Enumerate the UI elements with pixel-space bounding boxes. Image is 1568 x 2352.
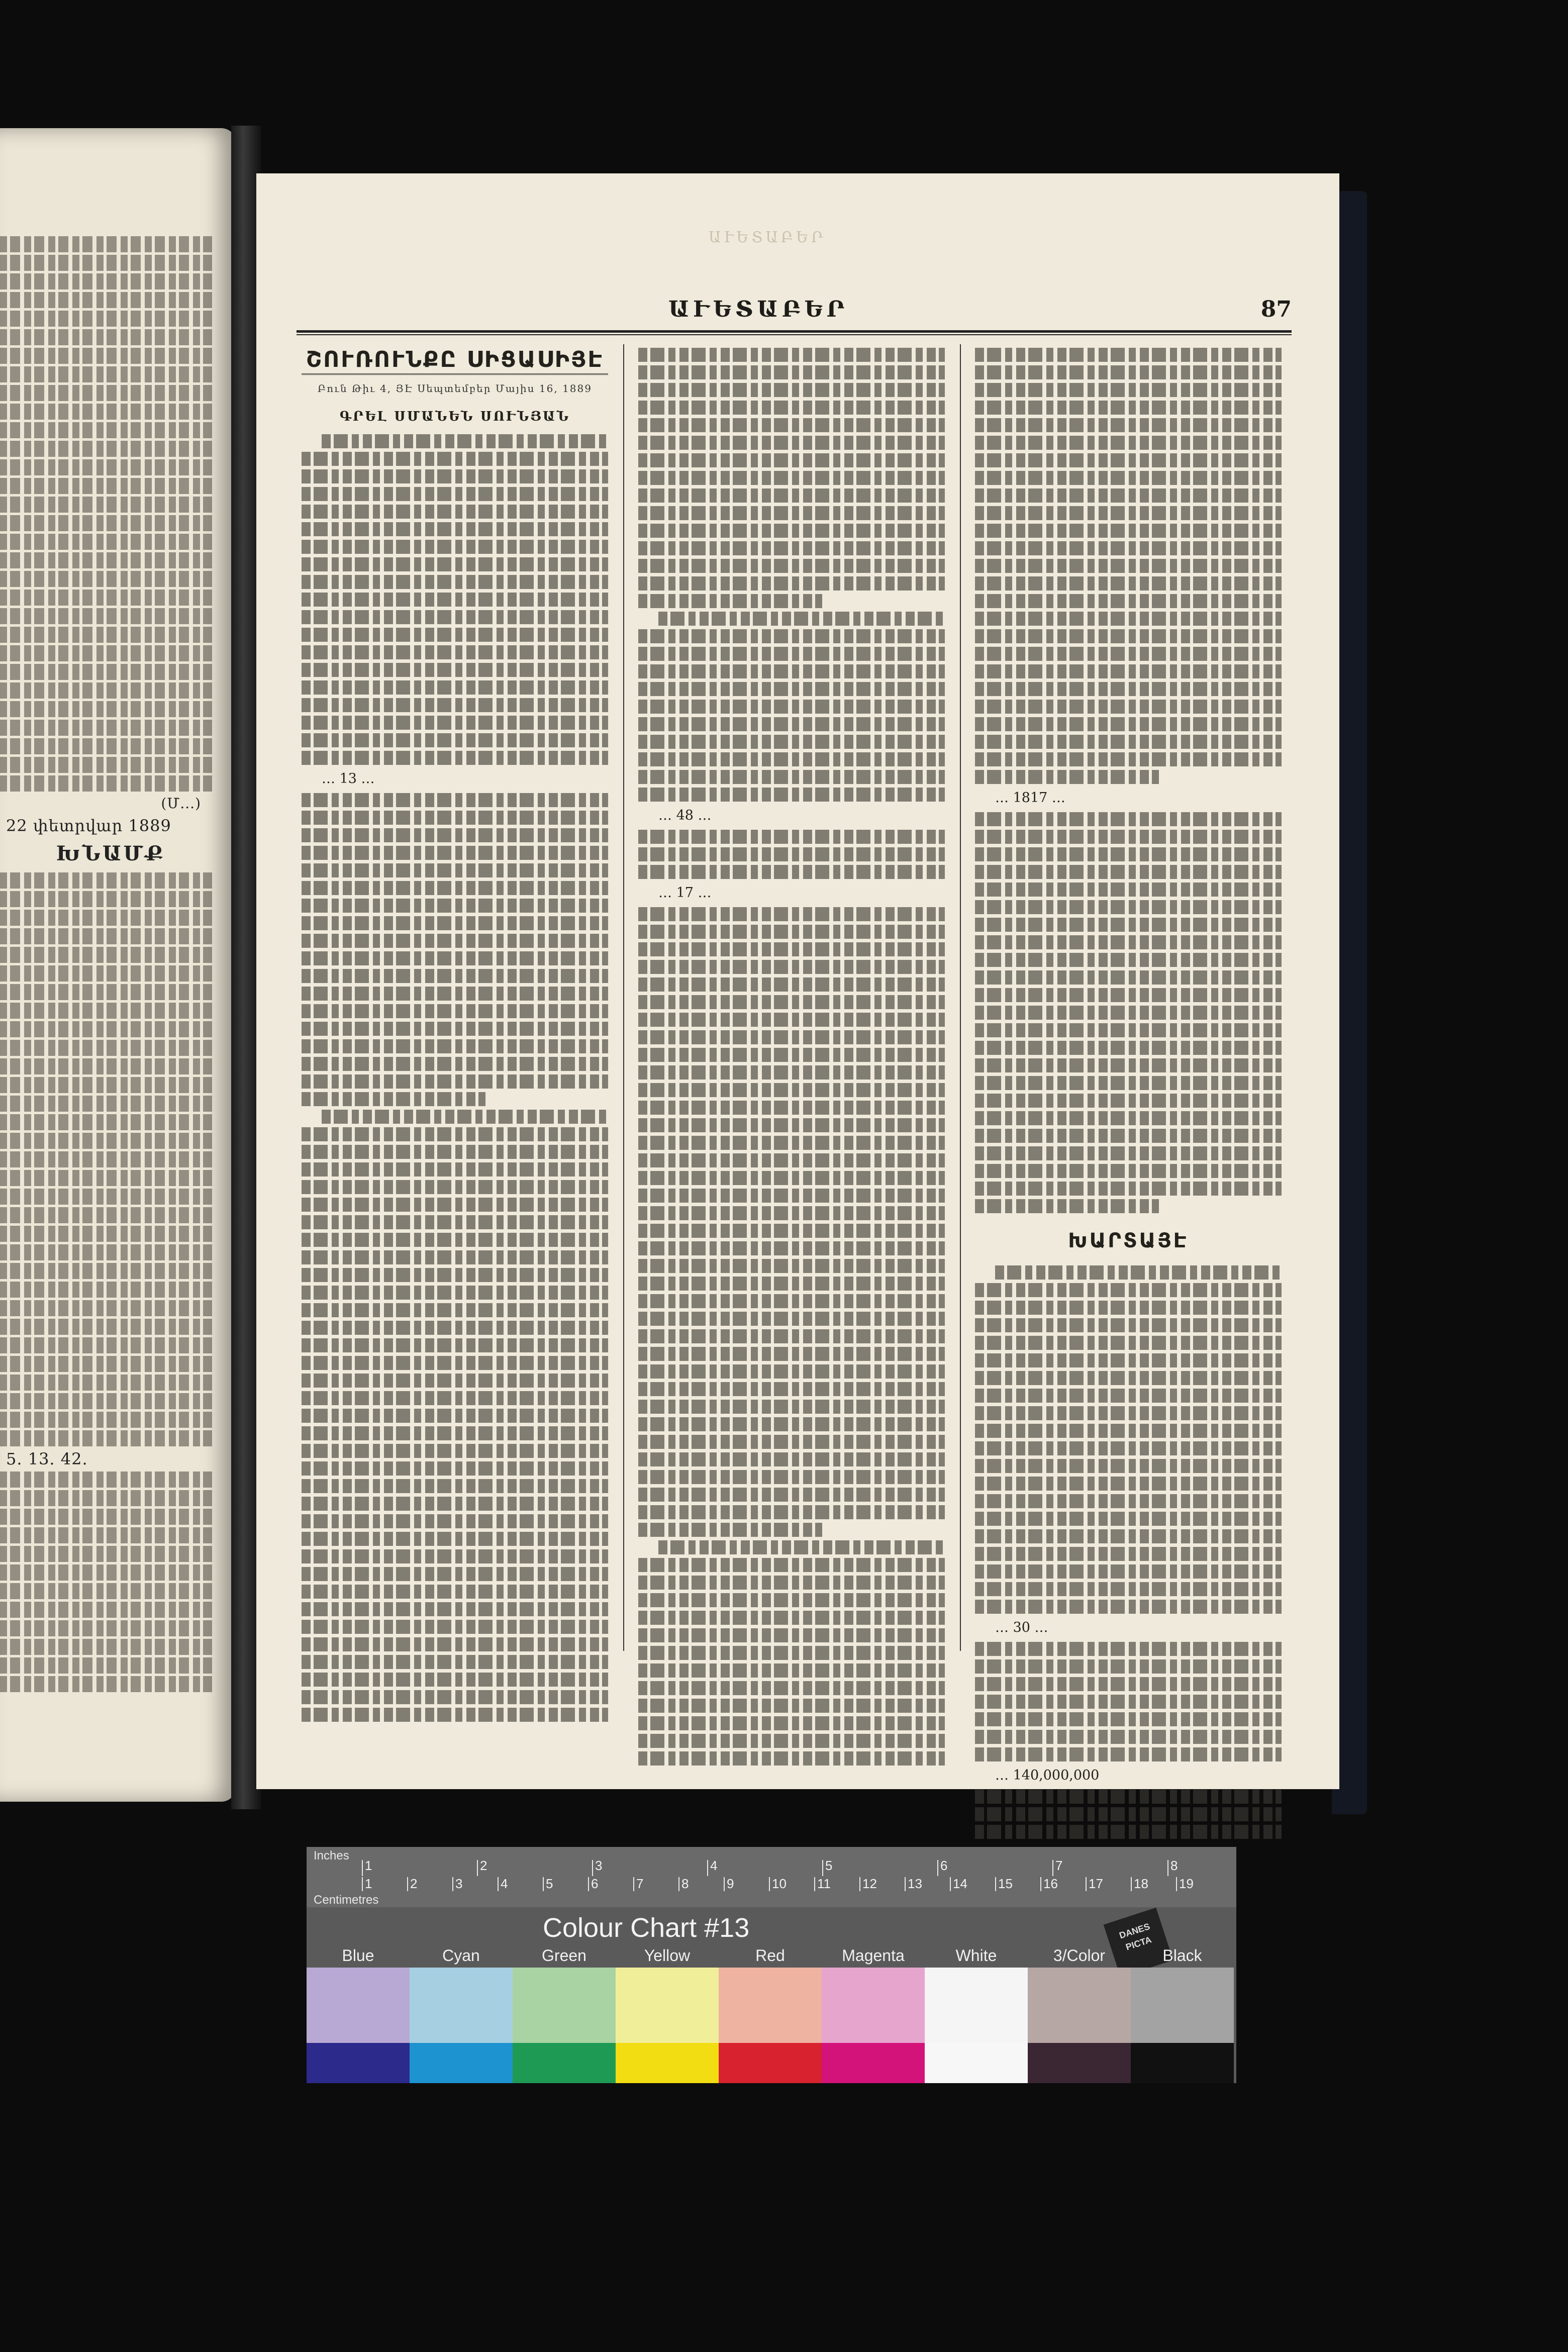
article-author: ԳՐԵԼ ՍՄԱՆԵՆ ՍՈՒՆՅԱՆ — [339, 409, 570, 424]
right-page — [256, 173, 1339, 1789]
cm-tick — [1040, 1877, 1041, 1891]
cm-tick — [769, 1877, 770, 1891]
swatch-bottom — [822, 2043, 925, 2083]
money-amount: … 140,000,000 — [995, 1768, 1100, 1783]
swatch-top — [1131, 1968, 1234, 2043]
inch-tick — [1052, 1860, 1053, 1876]
inch-tick — [1167, 1860, 1168, 1876]
cm-tick-label: 11 — [817, 1876, 831, 1891]
cm-tick-label: 7 — [636, 1876, 644, 1891]
figure-30: … 30 … — [995, 1620, 1048, 1635]
swatch-top — [1028, 1968, 1131, 2043]
cm-tick — [905, 1877, 906, 1891]
cm-tick — [588, 1877, 589, 1891]
swatch-label: Magenta — [842, 1946, 905, 1965]
figure-13: … 13 … — [322, 771, 375, 787]
swatch-label: White — [955, 1946, 997, 1965]
cm-tick-label: 10 — [772, 1876, 787, 1891]
show-through-header: ԱՒԵՏԱԲԵՐ — [709, 229, 826, 246]
cm-tick — [950, 1877, 951, 1891]
swatch-bottom — [307, 2043, 410, 2083]
swatch-bottom — [513, 2043, 616, 2083]
page-header — [297, 297, 1292, 332]
cm-tick-label: 13 — [908, 1876, 922, 1891]
inch-tick-label: 4 — [710, 1858, 718, 1873]
swatch-top — [307, 1968, 410, 2043]
inch-tick — [362, 1860, 363, 1876]
cm-tick — [543, 1877, 544, 1891]
cm-tick-label: 18 — [1134, 1876, 1148, 1891]
swatch-top — [925, 1968, 1028, 2043]
inch-tick-label: 5 — [825, 1858, 833, 1873]
inch-tick — [592, 1860, 593, 1876]
cm-tick — [452, 1877, 453, 1891]
cm-tick — [498, 1877, 499, 1891]
swatch-bottom — [719, 2043, 822, 2083]
swatch-label: 3/Color — [1053, 1946, 1106, 1965]
column-2 — [638, 344, 945, 1769]
swatch-bottom — [410, 2043, 513, 2083]
swatch-top — [616, 1968, 719, 2043]
swatch-label: Blue — [342, 1946, 374, 1965]
cm-tick-label: 4 — [501, 1876, 508, 1891]
danes-picta-logo: DANES PICTA — [1104, 1908, 1173, 1978]
swatch-label: Green — [542, 1946, 586, 1965]
swatch-bottom — [925, 2043, 1028, 2083]
cm-tick — [724, 1877, 725, 1891]
swatch-bottom — [1131, 2043, 1234, 2083]
cm-tick-label: 17 — [1089, 1876, 1103, 1891]
inch-tick — [477, 1860, 478, 1876]
inches-label: Inches — [314, 1849, 349, 1863]
page-number: 87 — [1260, 297, 1292, 322]
left-page — [0, 128, 236, 1802]
article-title: ՇՈՒՌՈՒՆՔԸ ՍԻՑԱՍԻՅԷ — [302, 349, 608, 375]
cm-tick-label: 14 — [953, 1876, 967, 1891]
cm-tick-label: 6 — [591, 1876, 599, 1891]
cm-tick — [678, 1877, 679, 1891]
swatch-bottom — [616, 2043, 719, 2083]
swatch-bottom — [1028, 2043, 1131, 2083]
swatch-label: Yellow — [644, 1946, 691, 1965]
inch-tick-label: 1 — [365, 1858, 372, 1873]
centimetres-label: Centimetres — [314, 1893, 379, 1907]
swatch-top — [410, 1968, 513, 2043]
cm-tick-label: 15 — [998, 1876, 1013, 1891]
cm-tick-label: 1 — [365, 1876, 372, 1891]
section-heading: ԽԱՐՏԱՅԷ — [1068, 1229, 1189, 1252]
cm-tick-label: 8 — [681, 1876, 689, 1891]
cm-tick-label: 19 — [1179, 1876, 1194, 1891]
swatch-top — [513, 1968, 616, 2043]
cm-tick — [1131, 1877, 1132, 1891]
cm-tick-label: 2 — [410, 1876, 418, 1891]
header-rule — [297, 330, 1292, 335]
colour-chart — [307, 1847, 1236, 2083]
swatch-label: Red — [755, 1946, 785, 1965]
year-1817: … 1817 … — [995, 790, 1065, 806]
cm-tick-label: 5 — [546, 1876, 553, 1891]
inch-tick-label: 6 — [940, 1858, 948, 1873]
figure-48: … 48 … — [658, 808, 712, 823]
inch-tick-label: 7 — [1055, 1858, 1063, 1873]
swatch-label: Cyan — [442, 1946, 480, 1965]
running-title: ԱՒԵՏԱԲԵՐ — [668, 297, 849, 322]
inch-tick — [937, 1860, 938, 1876]
column-3 — [975, 344, 1282, 1842]
left-section-head: ԽՆԱՄՔ — [56, 842, 165, 865]
inch-tick-label: 2 — [480, 1858, 487, 1873]
inch-tick — [707, 1860, 708, 1876]
left-date: 22 փետրվար 1889 — [6, 816, 171, 835]
inch-tick-label: 8 — [1170, 1858, 1178, 1873]
cm-tick-label: 3 — [455, 1876, 463, 1891]
ruler — [307, 1847, 1236, 1907]
column-divider — [960, 344, 961, 1651]
cm-tick — [362, 1877, 363, 1891]
left-signature: (Մ...) — [161, 795, 201, 812]
cm-tick — [995, 1877, 996, 1891]
figure-17: … 17 … — [658, 885, 712, 901]
inch-tick-label: 3 — [595, 1858, 603, 1873]
swatch-top — [719, 1968, 822, 2043]
cm-tick — [859, 1877, 860, 1891]
cm-tick — [1086, 1877, 1087, 1891]
cm-tick-label: 12 — [862, 1876, 877, 1891]
chart-title: Colour Chart #13 — [543, 1913, 750, 1943]
swatch-label: Black — [1162, 1946, 1202, 1965]
inch-tick — [822, 1860, 823, 1876]
cm-tick — [633, 1877, 634, 1891]
swatch-top — [822, 1968, 925, 2043]
article-subtitle: Բուն Թիւ 4, ՅԷ Սեպտեմբեր Մայիս 16, 1889 — [318, 382, 592, 395]
cm-tick-label: 9 — [727, 1876, 734, 1891]
cm-tick-label: 16 — [1043, 1876, 1058, 1891]
cm-tick — [814, 1877, 815, 1891]
column-1 — [302, 344, 608, 1725]
column-divider — [623, 344, 624, 1651]
cm-tick — [1176, 1877, 1177, 1891]
left-footer-numbers: 5. 13. 42. — [6, 1449, 88, 1468]
cm-tick — [407, 1877, 408, 1891]
left-page-text — [0, 234, 221, 1695]
